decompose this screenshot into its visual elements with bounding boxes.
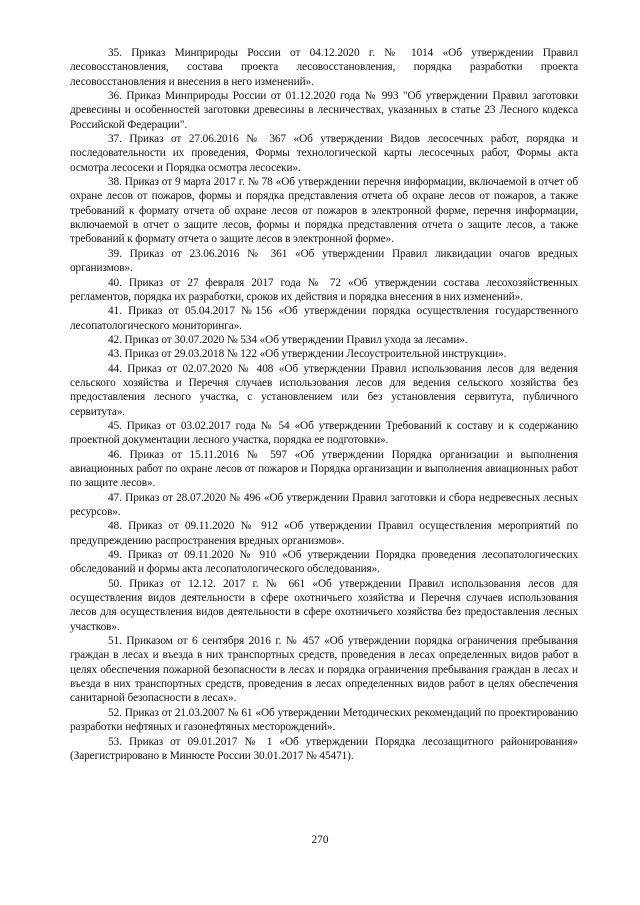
list-item: 38. Приказ от 9 марта 2017 г. № 78 «Об утверждении перечня информации, включаемой в отчет об охране лесов от пожаров, формы и порядка представления отчета об охране лесов от пожаров, а также требований к формату отчета об охране лесов от пожаров в электронной форме, перечня информации, включаемой в отчет о защите лесов, формы и порядка представления отчета о защите лесов, а также требований к формату отчета о защите лесов в электронной форме». bbox=[70, 176, 578, 246]
list-item: 44. Приказ от 02.07.2020 № 408 «Об утверждении Правил использования лесов для ведения сельского хозяйства и Перечня случаев использования лесов для ведения сельского хозяйства без предоставления лесного участка, с установлением или без установления сервитута, публичного сервитута». bbox=[70, 362, 578, 418]
document-body bbox=[70, 46, 578, 763]
list-item: 45. Приказ от 03.02.2017 года № 54 «Об утверждении Требований к составу и к содержанию проектной документации лесного участка, порядка ее подготовки». bbox=[70, 419, 578, 447]
list-item: 47. Приказ от 28.07.2020 № 496 «Об утверждении Правил заготовки и сбора недревесных лесных ресурсов». bbox=[70, 491, 578, 518]
list-item: 52. Приказ от 21.03.2007 № 61 «Об утверждении Методических рекомендаций по проектированию разработки нефтяных и газонефтяных месторождений». bbox=[70, 706, 578, 734]
list-item: 41. Приказ от 05.04.2017 №156 «Об утверждении порядка осуществления государственного лесопатологического мониторинга». bbox=[70, 305, 578, 332]
list-item: 53. Приказ от 09.01.2017 № 1 «Об утверждении Порядка лесозащитного районирования» (Зарегистрировано в Минюсте России 30.01.2017 № 45471). bbox=[70, 735, 578, 762]
page-number: 270 bbox=[311, 834, 329, 846]
list-item: 36. Приказ Минприроды России от 01.12.2020 года № 993 "Об утверждении Правил заготовки древесины и особенностей заготовки древесины в лесничествах, указанных в статье 23 Лесного кодекса Российской Федерации". bbox=[70, 90, 578, 131]
list-item: 50. Приказ от 12.12. 2017 г. № 661 «Об утверждении Правил использования лесов для осуществления видов деятельности в сфере охотничьего хозяйства и Перечня случаев использования лесов для осуществления видов деятельности в сфере охотничьего хозяйства без предоставления лесных участков». bbox=[70, 577, 578, 633]
list-item: 35. Приказ Минприроды России от 04.12.2020 г. № 1014 «Об утверждении Правил лесовосстановления, состава проекта лесовосстановления, порядка разработки проекта лесовосстановления и внесения в него изменений». bbox=[70, 47, 578, 88]
list-item: 40. Приказ от 27 февраля 2017 года № 72 «Об утверждении состава лесохозяйственных регламентов, порядка их разработки, сроков их действия и порядка внесения в них изменений». bbox=[70, 276, 578, 303]
list-item: 43. Приказ от 29.03.2018 № 122 «Об утверждении Лесоустроительной инструкции». bbox=[108, 348, 507, 361]
list-item: 39. Приказ от 23.06.2016 № 361 «Об утверждении Правил ликвидации очагов вредных организмов». bbox=[70, 247, 578, 275]
list-item: 42. Приказ от 30.07.2020 № 534 «Об утверждении Правил ухода за лесами». bbox=[108, 333, 468, 346]
list-item: 51. Приказом от 6 сентября 2016 г. № 457 «Об утверждении порядка ограничения пребывания граждан в лесах и въезда в них транспортных средств, проведения в лесах определенных видов работ в целях обеспечения пожарной безопасности в лесах и порядка ограничения пребывания граждан в лесах и въезда в них транспортных средств, проведения в лесах определенных видов работ в целях обеспечения санитарной безопасности в лесах». bbox=[70, 635, 578, 705]
list-item: 37. Приказ от 27.06.2016 № 367 «Об утверждении Видов лесосечных работ, порядка и последовательности их проведения, Формы технологической карты лесосечных работ, Формы акта осмотра лесосеки и Порядка осмотра лесосеки». bbox=[70, 133, 578, 174]
list-item: 48. Приказ от 09.11.2020 № 912 «Об утверждении Правил осуществления мероприятий по предупреждению распространения вредных организмов». bbox=[70, 520, 578, 547]
list-item: 49. Приказ от 09.11.2020 № 910 «Об утверждении Порядка проведения лесопатологических обследований и формы акта лесопатологического обследования». bbox=[70, 549, 578, 576]
list-item: 46. Приказ от 15.11.2016 № 597 «Об утверждении Порядка организации и выполнения авиационных работ по охране лесов от пожаров и Порядка организации и выполнения авиационных работ по защите лесов». bbox=[70, 448, 578, 490]
